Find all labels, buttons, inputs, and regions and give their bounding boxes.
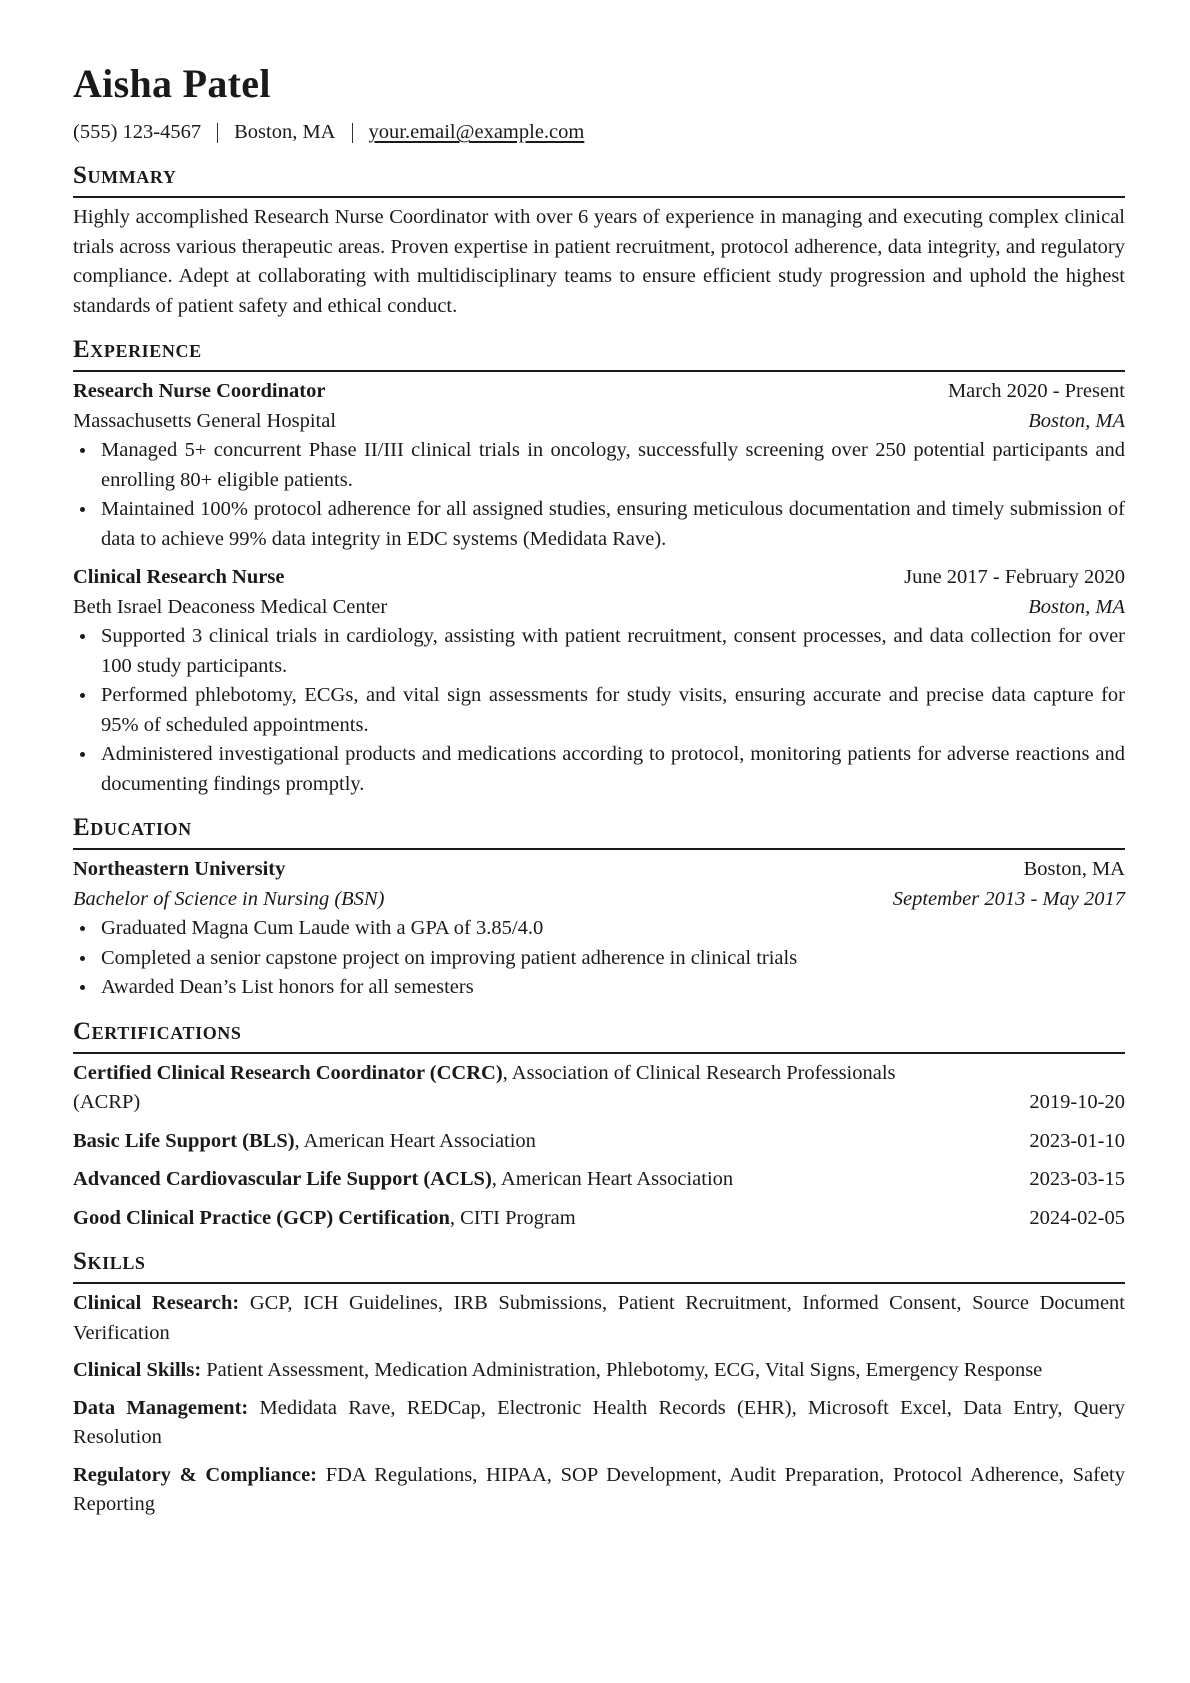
- school-name: Northeastern University: [73, 858, 286, 880]
- skill-list: Patient Assessment, Medication Administration, Phlebotomy, ECG, Vital Signs, Emergency Response: [206, 1359, 1043, 1381]
- bullet-item: Maintained 100% protocol adherence for all assigned studies, ensuring meticulous documentation and timely submission of data to achieve 99% data integrity in EDC systems (Medidata Rave).: [101, 495, 1125, 554]
- certification-issuer-cont: (ACRP): [73, 1091, 141, 1113]
- certification-name: Advanced Cardiovascular Life Support (ACLS): [73, 1168, 492, 1190]
- education-section: [73, 813, 1125, 1003]
- education-bullets: [73, 914, 1125, 1003]
- certification-entry: Advanced Cardiovascular Life Support (ACLS), American Heart Association 2023-03-15: [73, 1165, 1125, 1195]
- skill-category: Clinical Research:: [73, 1292, 240, 1314]
- job-bullets: [73, 622, 1125, 799]
- skill-category: Clinical Skills:: [73, 1359, 202, 1381]
- phone-number: (555) 123-4567: [73, 121, 202, 143]
- skill-list: FDA Regulations, HIPAA, SOP Development, Audit Preparation, Protocol Adherence, Safety Reporting: [73, 1463, 1125, 1515]
- certification-date: 2019-10-20: [1029, 1091, 1125, 1113]
- skill-list: GCP, ICH Guidelines, IRB Submissions, Patient Recruitment, Informed Consent, Source Document Verification: [73, 1292, 1125, 1344]
- certification-issuer: American Heart Association: [303, 1129, 536, 1152]
- email-link[interactable]: your.email@example.com: [368, 121, 585, 143]
- job-title: Research Nurse Coordinator: [73, 380, 326, 402]
- skill-category: Regulatory & Compliance:: [73, 1463, 317, 1486]
- certification-issuer: American Heart Association: [500, 1168, 734, 1190]
- bullet-item: Administered investigational products and medications according to protocol, monitoring patients for adverse reactions and documenting findings promptly.: [101, 740, 1125, 799]
- certifications-section: [73, 1017, 1125, 1234]
- employer: Beth Israel Deaconess Medical Center: [73, 595, 388, 618]
- certification-date: 2023-03-15: [1029, 1168, 1125, 1190]
- bullet-item: Awarded Dean’s List honors for all semesters: [101, 973, 1125, 1003]
- location: Boston, MA: [234, 121, 336, 143]
- job-location: Boston, MA: [1028, 409, 1125, 432]
- summary-section: [73, 161, 1125, 321]
- certification-issuer: Association of Clinical Research Professionals: [511, 1061, 896, 1084]
- section-title-experience: Experience: [73, 335, 1125, 372]
- skill-group: [73, 1394, 1125, 1453]
- section-title-skills: Skills: [73, 1247, 1125, 1284]
- bullet-item: Managed 5+ concurrent Phase II/III clinical trials in oncology, successfully screening over 250 potential participants and enrolling 80+ eligible patients.: [101, 436, 1125, 495]
- certification-name: Basic Life Support (BLS): [73, 1129, 295, 1152]
- certification-name: Good Clinical Practice (GCP) Certification: [73, 1206, 450, 1229]
- skill-group: [73, 1461, 1125, 1520]
- certification-entry: Good Clinical Practice (GCP) Certification, CITI Program 2024-02-05: [73, 1204, 1125, 1234]
- skill-group: [73, 1289, 1125, 1348]
- separator: [352, 123, 353, 143]
- section-title-certifications: Certifications: [73, 1017, 1125, 1054]
- section-title-summary: Summary: [73, 161, 1125, 198]
- bullet-item: Graduated Magna Cum Laude with a GPA of 3.85/4.0: [101, 914, 1125, 944]
- job-location: Boston, MA: [1028, 595, 1125, 618]
- skill-list: Medidata Rave, REDCap, Electronic Health Records (EHR), Microsoft Excel, Data Entry, Query Resolution: [73, 1396, 1126, 1448]
- employer: Massachusetts General Hospital: [73, 409, 337, 432]
- education-entry: [73, 855, 1125, 1003]
- separator: [217, 123, 218, 143]
- experience-section: [73, 335, 1125, 799]
- skill-group: [73, 1356, 1125, 1386]
- education-dates: September 2013 - May 2017: [892, 887, 1125, 910]
- bullet-item: Performed phlebotomy, ECGs, and vital sign assessments for study visits, ensuring accurate and precise data capture for 95% of scheduled appointments.: [101, 681, 1125, 740]
- experience-entry: [73, 377, 1125, 554]
- school-location: Boston, MA: [1023, 858, 1125, 880]
- bullet-item: Completed a senior capstone project on improving patient adherence in clinical trials: [101, 944, 1125, 974]
- bullet-item: Supported 3 clinical trials in cardiology, assisting with patient recruitment, consent processes, and data collection for over 100 study participants.: [101, 622, 1125, 681]
- certification-entry: Certified Clinical Research Coordinator (CCRC), Association of Clinical Research Professionals (ACRP) 2019-10-20: [73, 1059, 1125, 1118]
- section-title-education: Education: [73, 813, 1125, 850]
- job-dates: June 2017 - February 2020: [904, 566, 1125, 588]
- candidate-name: Aisha Patel: [73, 61, 271, 106]
- certification-entry: Basic Life Support (BLS), American Heart Association 2023-01-10: [73, 1127, 1125, 1157]
- job-bullets: [73, 436, 1125, 554]
- certification-date: 2024-02-05: [1029, 1206, 1125, 1229]
- resume-page: [73, 60, 1125, 1528]
- skills-section: [73, 1247, 1125, 1520]
- experience-entry: [73, 563, 1125, 799]
- certification-name: Certified Clinical Research Coordinator (CCRC): [73, 1061, 503, 1084]
- contact-line: [73, 118, 1125, 147]
- resume-header: [73, 60, 1125, 147]
- job-dates: March 2020 - Present: [947, 380, 1125, 402]
- certification-date: 2023-01-10: [1029, 1129, 1125, 1152]
- certification-issuer: CITI Program: [460, 1206, 576, 1229]
- degree: Bachelor of Science in Nursing (BSN): [73, 887, 385, 910]
- job-title: Clinical Research Nurse: [73, 566, 285, 588]
- summary-text: Highly accomplished Research Nurse Coordinator with over 6 years of experience in managing and executing complex clinical trials across various therapeutic areas. Proven expertise in patient recruitment, protocol adherence, data integrity, and regulatory compliance. Adept at collaborating with multidisciplinary teams to ensure efficient study progression and uphold the highest standards of patient safety and ethical conduct.: [73, 206, 1125, 317]
- skill-category: Data Management:: [73, 1396, 249, 1419]
